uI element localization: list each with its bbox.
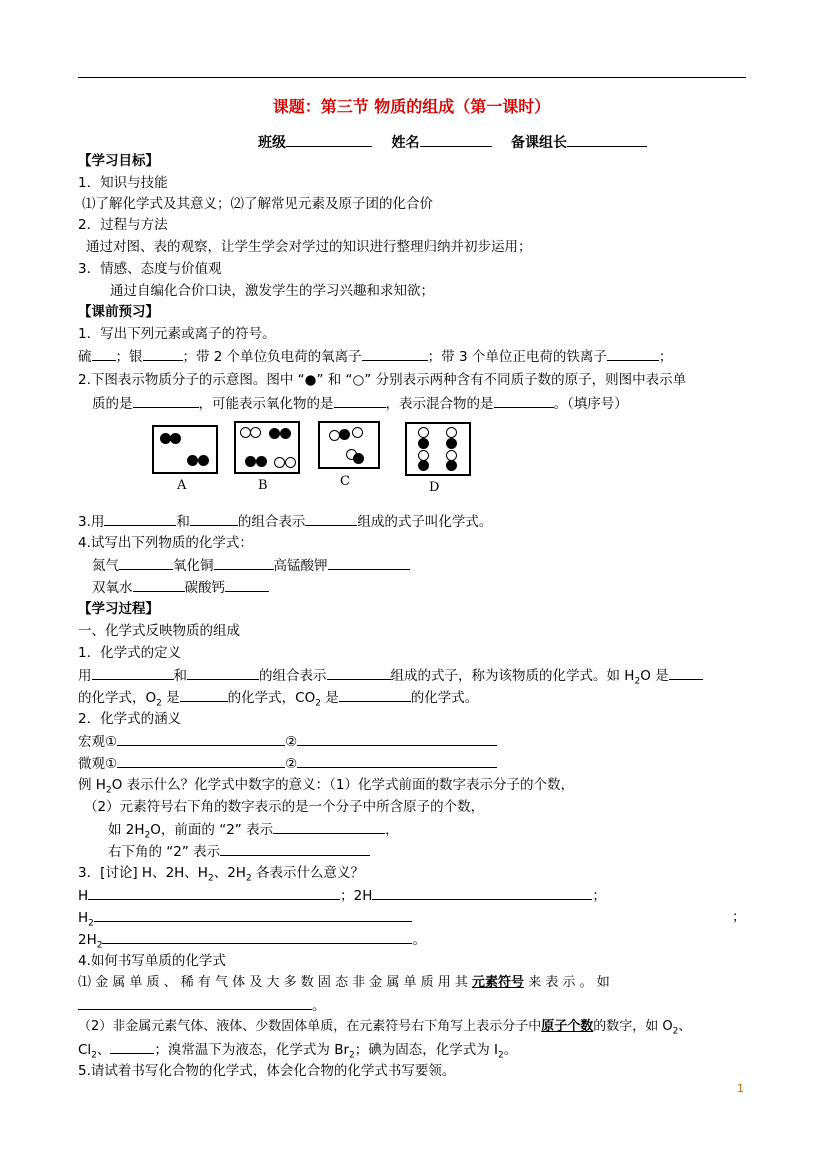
answer-blank[interactable]	[669, 666, 703, 680]
black-atom	[446, 460, 457, 471]
black-atom	[418, 438, 429, 449]
figure-d-label: D	[429, 480, 440, 495]
answer-blank[interactable]	[225, 578, 269, 592]
goal-2a: 通过对图、表的观察，让学生学会对学过的知识进行整理归纳并初步运用；	[86, 239, 532, 255]
answer-blank[interactable]	[372, 886, 592, 900]
answer-blank[interactable]	[297, 732, 497, 746]
writing-rule-1-blank: 。	[78, 996, 326, 1015]
figure-c-box	[318, 421, 380, 469]
leader-label: 备课组长	[511, 135, 567, 151]
black-atom	[280, 428, 291, 439]
answer-blank[interactable]	[119, 556, 173, 570]
answer-blank[interactable]	[92, 666, 174, 680]
answer-blank[interactable]	[187, 666, 259, 680]
preview-q4-row2: 双氧水 碳酸钙	[92, 578, 269, 597]
figure-c-label: C	[340, 474, 350, 489]
black-atom	[269, 428, 280, 439]
writing-rule-1: ⑴ 金 属 单 质 、 稀 有 气 体 及 大 多 数 固 态 非 金 属 单 质 用 其 元素符号 来 表 示 。 如	[78, 975, 610, 990]
answer-blank[interactable]	[133, 394, 199, 408]
black-atom	[198, 455, 209, 466]
black-atom	[170, 433, 181, 444]
sub-5-heading: 5.请试着书写化合物的化学式，体会化合物的化学式书写要领。	[78, 1063, 456, 1079]
goal-1a: ⑴了解化学式及其意义；⑵了解常见元素及原子团的化合价	[82, 196, 433, 212]
answer-blank[interactable]	[362, 347, 428, 361]
black-atom	[256, 456, 267, 467]
black-atom	[187, 455, 198, 466]
page-title: 课题：第三节 物质的组成（第一课时）	[272, 97, 551, 116]
answer-blank[interactable]	[297, 754, 497, 768]
figure-a-box	[152, 425, 218, 474]
answer-blank[interactable]	[494, 394, 554, 408]
name-blank[interactable]	[420, 133, 492, 147]
answer-blank[interactable]	[110, 1040, 154, 1054]
black-atom	[353, 453, 364, 464]
black-atom	[339, 429, 350, 440]
section-goals-heading: 【学习目标】	[78, 153, 159, 169]
discussion-line-2: $H_2$	[78, 908, 412, 933]
preview-q1-blanks: 硫 ；银 ；带 2 个单位负电荷的氧离子 ；带 3 个单位正电荷的铁离子 ；	[78, 349, 673, 365]
discussion-line-3: $2H_2$ 。	[78, 932, 426, 951]
section-preview-heading: 【课前预习】	[78, 304, 159, 320]
answer-blank[interactable]	[220, 842, 370, 856]
black-atom	[446, 438, 457, 449]
goal-3a: 通过自编化合价口诀，激发学生的学习兴趣和求知欲；	[110, 283, 434, 299]
white-atom	[285, 457, 296, 468]
answer-blank[interactable]	[190, 512, 238, 526]
answer-blank[interactable]	[273, 820, 385, 834]
answer-blank[interactable]	[328, 556, 410, 570]
black-atom	[245, 456, 256, 467]
page-number: 1	[737, 1082, 744, 1095]
writing-rule-2: （2）非金属元素气体、液体、少数固体单质，在元素符号右下角写上表示分子中原子个数的数字，如 $O_2$、	[78, 1019, 692, 1037]
answer-blank[interactable]	[180, 688, 228, 702]
section-process-heading: 【学习过程】	[78, 601, 159, 617]
example-line-2: （2）元素符号右下角的数字表示的是一个分子中所含原子的个数，	[84, 799, 485, 815]
definition-line-2: 的化学式，$O_2$ 是 的化学式，$CO_2$ 是 的化学式。	[78, 690, 479, 709]
white-atom	[250, 427, 261, 438]
answer-blank[interactable]	[327, 666, 391, 680]
answer-blank[interactable]	[117, 754, 285, 768]
goal-2: 2．过程与方法	[78, 217, 168, 233]
preview-q4: 4.试写出下列物质的化学式：	[78, 535, 253, 551]
answer-blank[interactable]	[102, 930, 412, 944]
answer-blank[interactable]	[305, 512, 357, 526]
sub-1-heading: 1．化学式的定义	[78, 645, 182, 661]
answer-blank[interactable]	[607, 347, 659, 361]
discussion-line-2-end: ；	[732, 909, 746, 925]
sub-4-heading: 4.如何书写单质的化学式	[78, 953, 226, 969]
figure-d-box	[405, 422, 471, 476]
preview-q2-blanks: 质的是 ，可能表示氧化物的是 ，表示混合物的是 。（填序号）	[92, 396, 628, 412]
goal-3: 3．情感、态度与价值观	[78, 261, 222, 277]
figure-b-label: B	[258, 478, 268, 493]
example-line-4: 右下角的 “2” 表示	[108, 842, 370, 861]
answer-blank[interactable]	[78, 996, 312, 1010]
sub-2-heading: 2．化学式的涵义	[78, 711, 182, 727]
answer-blank[interactable]	[104, 512, 176, 526]
answer-blank[interactable]	[117, 732, 285, 746]
discussion-line-1: H ；2H ；	[78, 888, 606, 904]
answer-blank[interactable]	[143, 347, 183, 361]
answer-blank[interactable]	[214, 556, 274, 570]
preview-q4-row1: 氮气 氧化铜 高锰酸钾	[92, 556, 410, 575]
name-label: 姓名	[391, 135, 420, 151]
writing-rule-2-cont: $Cl_2$、 ；溴常温下为液态，化学式为 $Br_2$；碘为固态，化学式为 $I_2$。	[78, 1042, 518, 1061]
preview-q2: 2.下图表示物质分子的示意图。图中 “●” 和 “○” 分别表示两种含有不同质子数的原子，则图中表示单	[78, 372, 687, 388]
white-atom	[446, 427, 457, 438]
answer-blank[interactable]	[133, 578, 185, 592]
answer-blank[interactable]	[94, 908, 412, 922]
white-atom	[274, 457, 285, 468]
class-label: 班级	[258, 135, 286, 151]
sub-3-heading: 3．[讨论] H、2H、$H_2$、$2H_2$ 各表示什么意义？	[78, 865, 364, 884]
figure-a-label: A	[177, 478, 187, 493]
preview-q3: 3.用 和 的组合表示 组成的式子叫化学式。	[78, 514, 493, 530]
answer-blank[interactable]	[92, 347, 116, 361]
figure-b-box	[234, 421, 300, 474]
example-line-3: 如 $2H_2O$，前面的 “2” 表示 ，	[108, 822, 399, 841]
answer-blank[interactable]	[88, 886, 340, 900]
goal-1: 1．知识与技能	[78, 175, 168, 191]
answer-blank[interactable]	[334, 394, 386, 408]
black-atom	[418, 460, 429, 471]
student-info	[258, 132, 647, 152]
answer-blank[interactable]	[339, 688, 411, 702]
preview-q1: 1．写出下列元素或离子的符号。	[78, 326, 276, 342]
definition-line-1: 用 和 的组合表示 组成的式子，称为该物质的化学式。如 $H_2O$ 是	[78, 666, 703, 691]
white-atom	[418, 427, 429, 438]
example-line-1: 例 $H_2O$ 表示什么？化学式中数字的意义：（1）化学式前面的数字表示分子的个数，	[78, 777, 574, 796]
class-blank[interactable]	[286, 133, 372, 147]
white-atom	[352, 427, 363, 438]
part-1-heading: 一、化学式反映物质的组成	[78, 623, 240, 639]
macro-line: 宏观① ②	[78, 732, 497, 751]
leader-blank[interactable]	[567, 133, 647, 147]
micro-line: 微观① ②	[78, 754, 497, 773]
header-rule	[78, 77, 746, 78]
